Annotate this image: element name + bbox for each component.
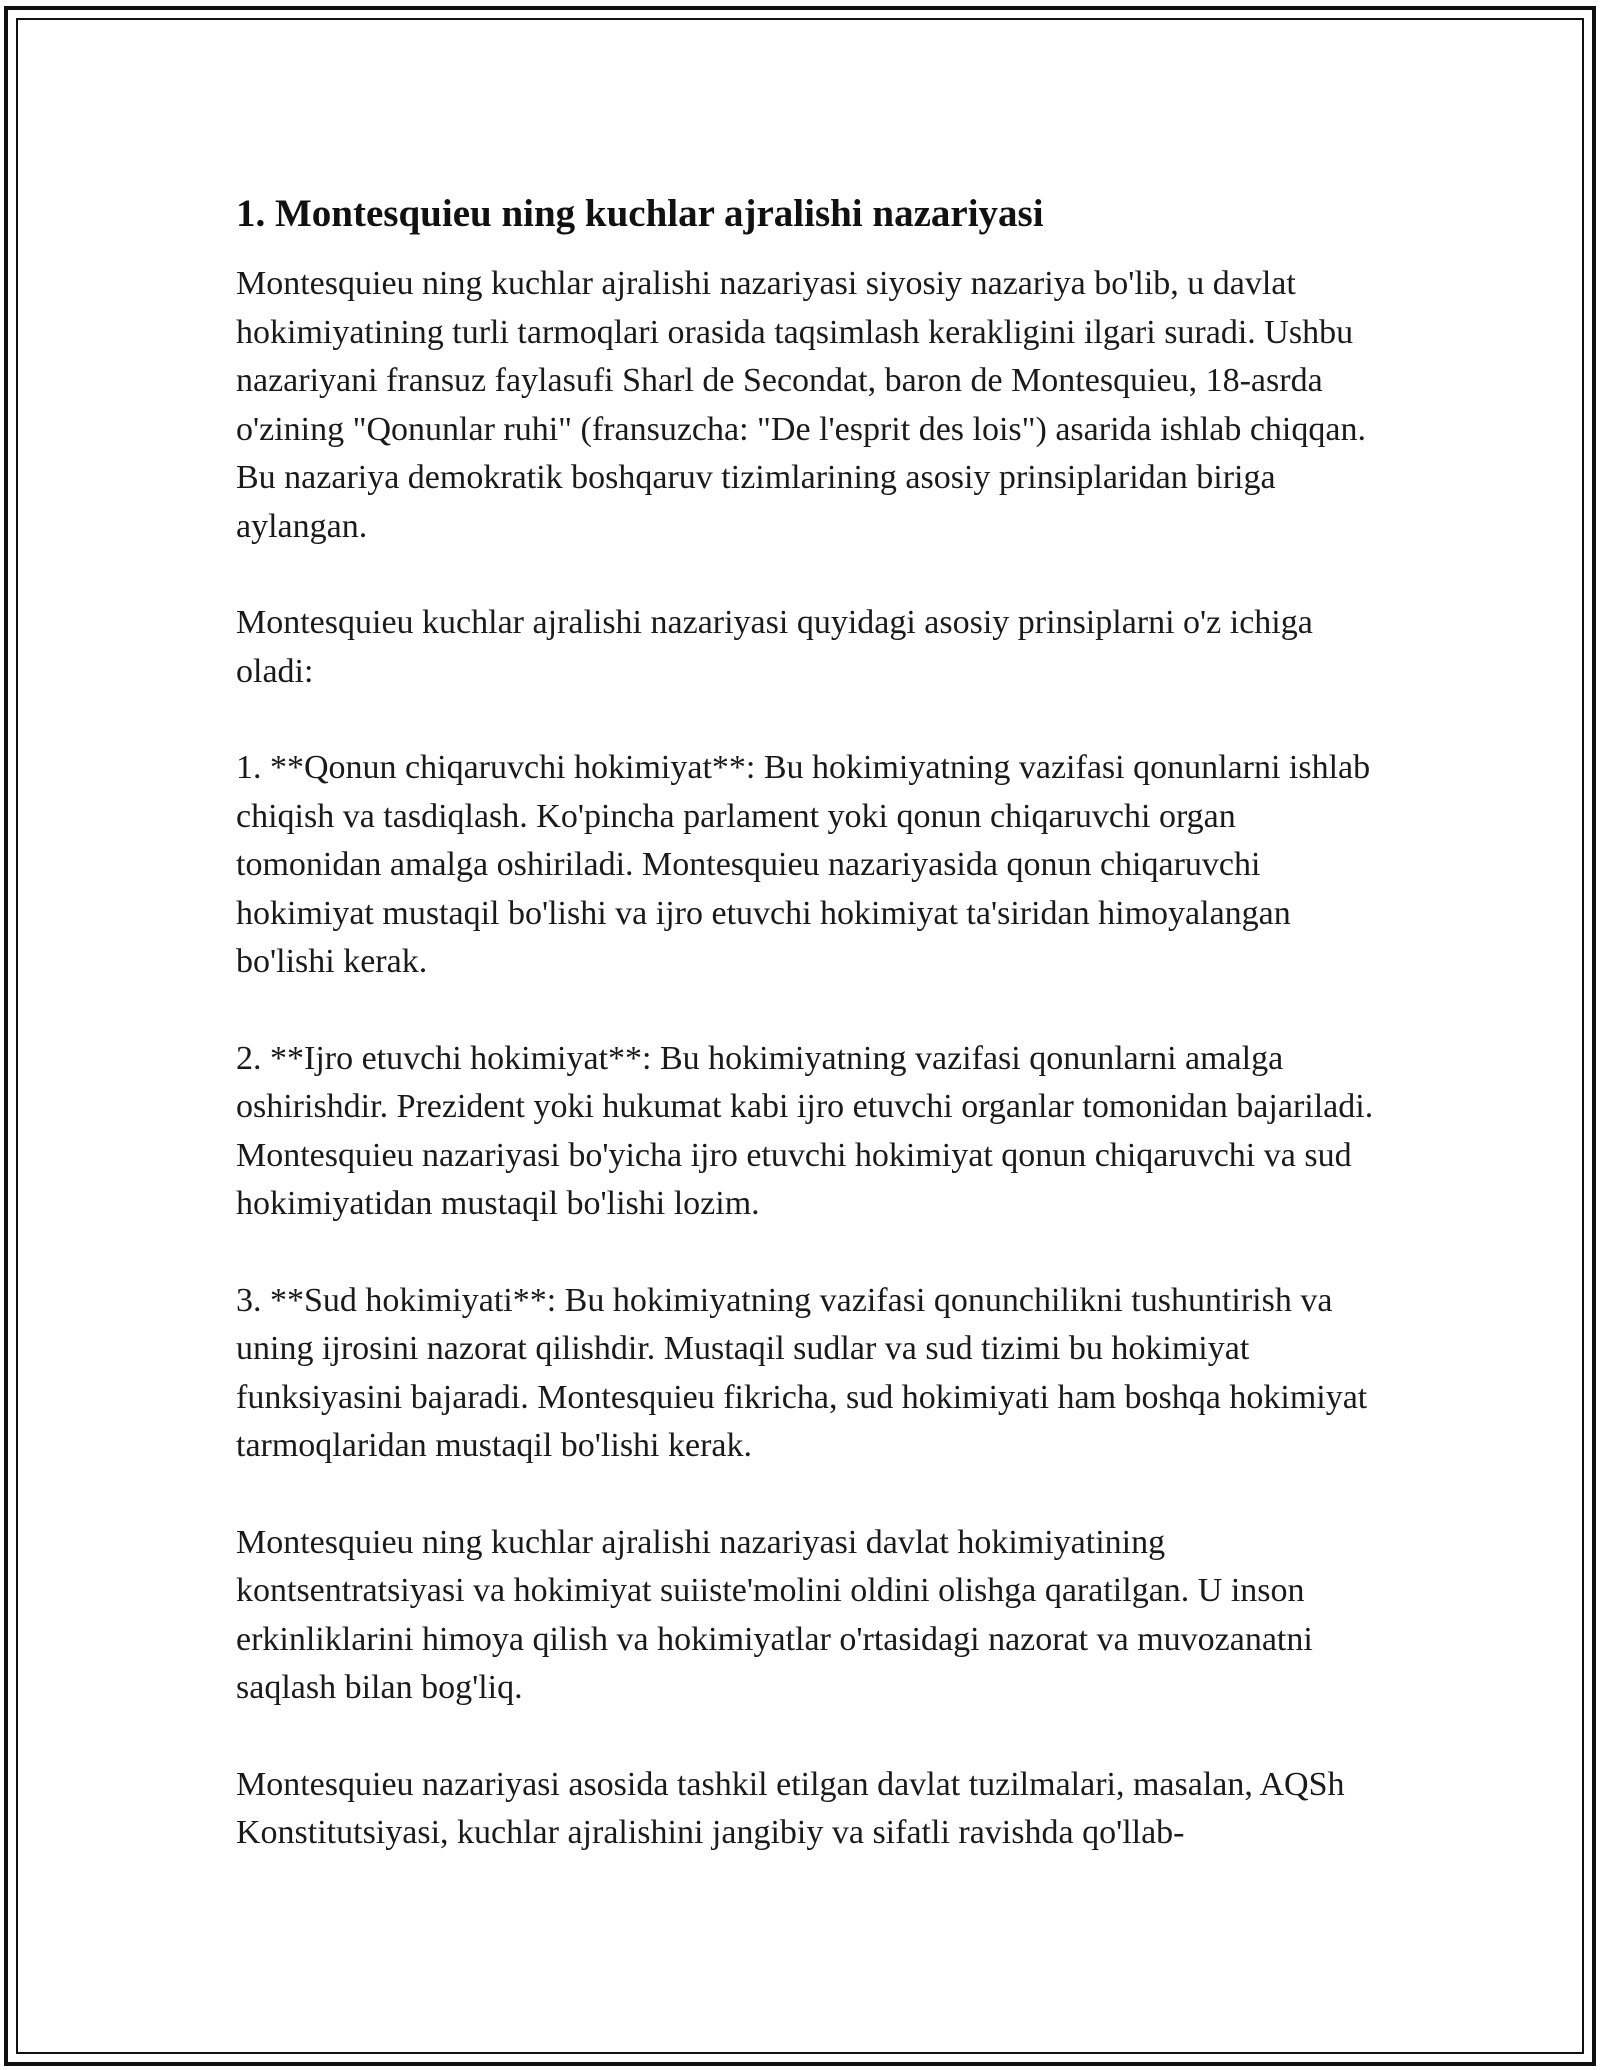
application-paragraph: Montesquieu nazariyasi asosida tashkil etilgan davlat tuzilmalari, masalan, AQSh Konstitutsiyasi, kuchlar ajralishini jangibiy va sifatli ravishda qo'llab- [236,1765,1345,1851]
executive-power-paragraph: 2. **Ijro etuvchi hokimiyat**: Bu hokimiyatning vazifasi qonunlarni amalga oshirishdir. Prezident yoki hukumat kabi ijro etuvchi organlar tomonidan bajariladi. Montesquieu nazariyasi bo'yicha ijro etuvchi hokimiyat qonun chiqaruvchi va sud hokimiyatidan mustaqil bo'lishi lozim. [236,1039,1374,1222]
legislative-power-paragraph: 1. **Qonun chiqaruvchi hokimiyat**: Bu hokimiyatning vazifasi qonunlarni ishlab chiqish va tasdiqlash. Ko'pincha parlament yoki qonun chiqaruvchi organ tomonidan amalga oshiriladi. Montesquieu nazariyasida qonun chiqaruvchi hokimiyat mustaqil bo'lishi va ijro etuvchi hokimiyat ta'siridan himoyalangan bo'lishi kerak. [236,749,1371,980]
intro-paragraph: Montesquieu ning kuchlar ajralishi nazariyasi siyosiy nazariya bo'lib, u davlat hokimiyatining turli tarmoqlari orasida taqsimlash kerakligini ilgari suradi. Ushbu nazariyani fransuz faylasufi Sharl de Secondat, baron de Montesquieu, 18-asrda o'zining "Qonunlar ruhi" (fransuzcha: "De l'esprit des lois") asarida ishlab chiqqan. Bu nazariya demokratik boshqaruv tizimlarining asosiy prinsiplaridan biriga aylangan. [236,265,1366,545]
principles-intro-paragraph: Montesquieu kuchlar ajralishi nazariyasi quyidagi asosiy prinsiplarni o'z ichiga oladi: [236,604,1313,690]
purpose-paragraph: Montesquieu ning kuchlar ajralishi nazariyasi davlat hokimiyatining kontsentratsiyasi va hokimiyat suiiste'molini oldini olishga qaratilgan. U inson erkinliklarini himoya qilish va hokimiyatlar o'rtasidagi nazorat va muvozanatni saqlash bilan bog'liq. [236,1523,1313,1706]
page-title: 1. Montesquieu ning kuchlar ajralishi nazariyasi [236,192,1044,235]
judicial-power-paragraph: 3. **Sud hokimiyati**: Bu hokimiyatning vazifasi qonunchilikni tushuntirish va uning ijrosini nazorat qilishdir. Mustaqil sudlar va sud tizimi bu hokimiyat funksiyasini bajaradi. Montesquieu fikricha, sud hokimiyati ham boshqa hokimiyat tarmoqlaridan mustaqil bo'lishi kerak. [236,1281,1368,1464]
document-body [236,186,1376,1906]
